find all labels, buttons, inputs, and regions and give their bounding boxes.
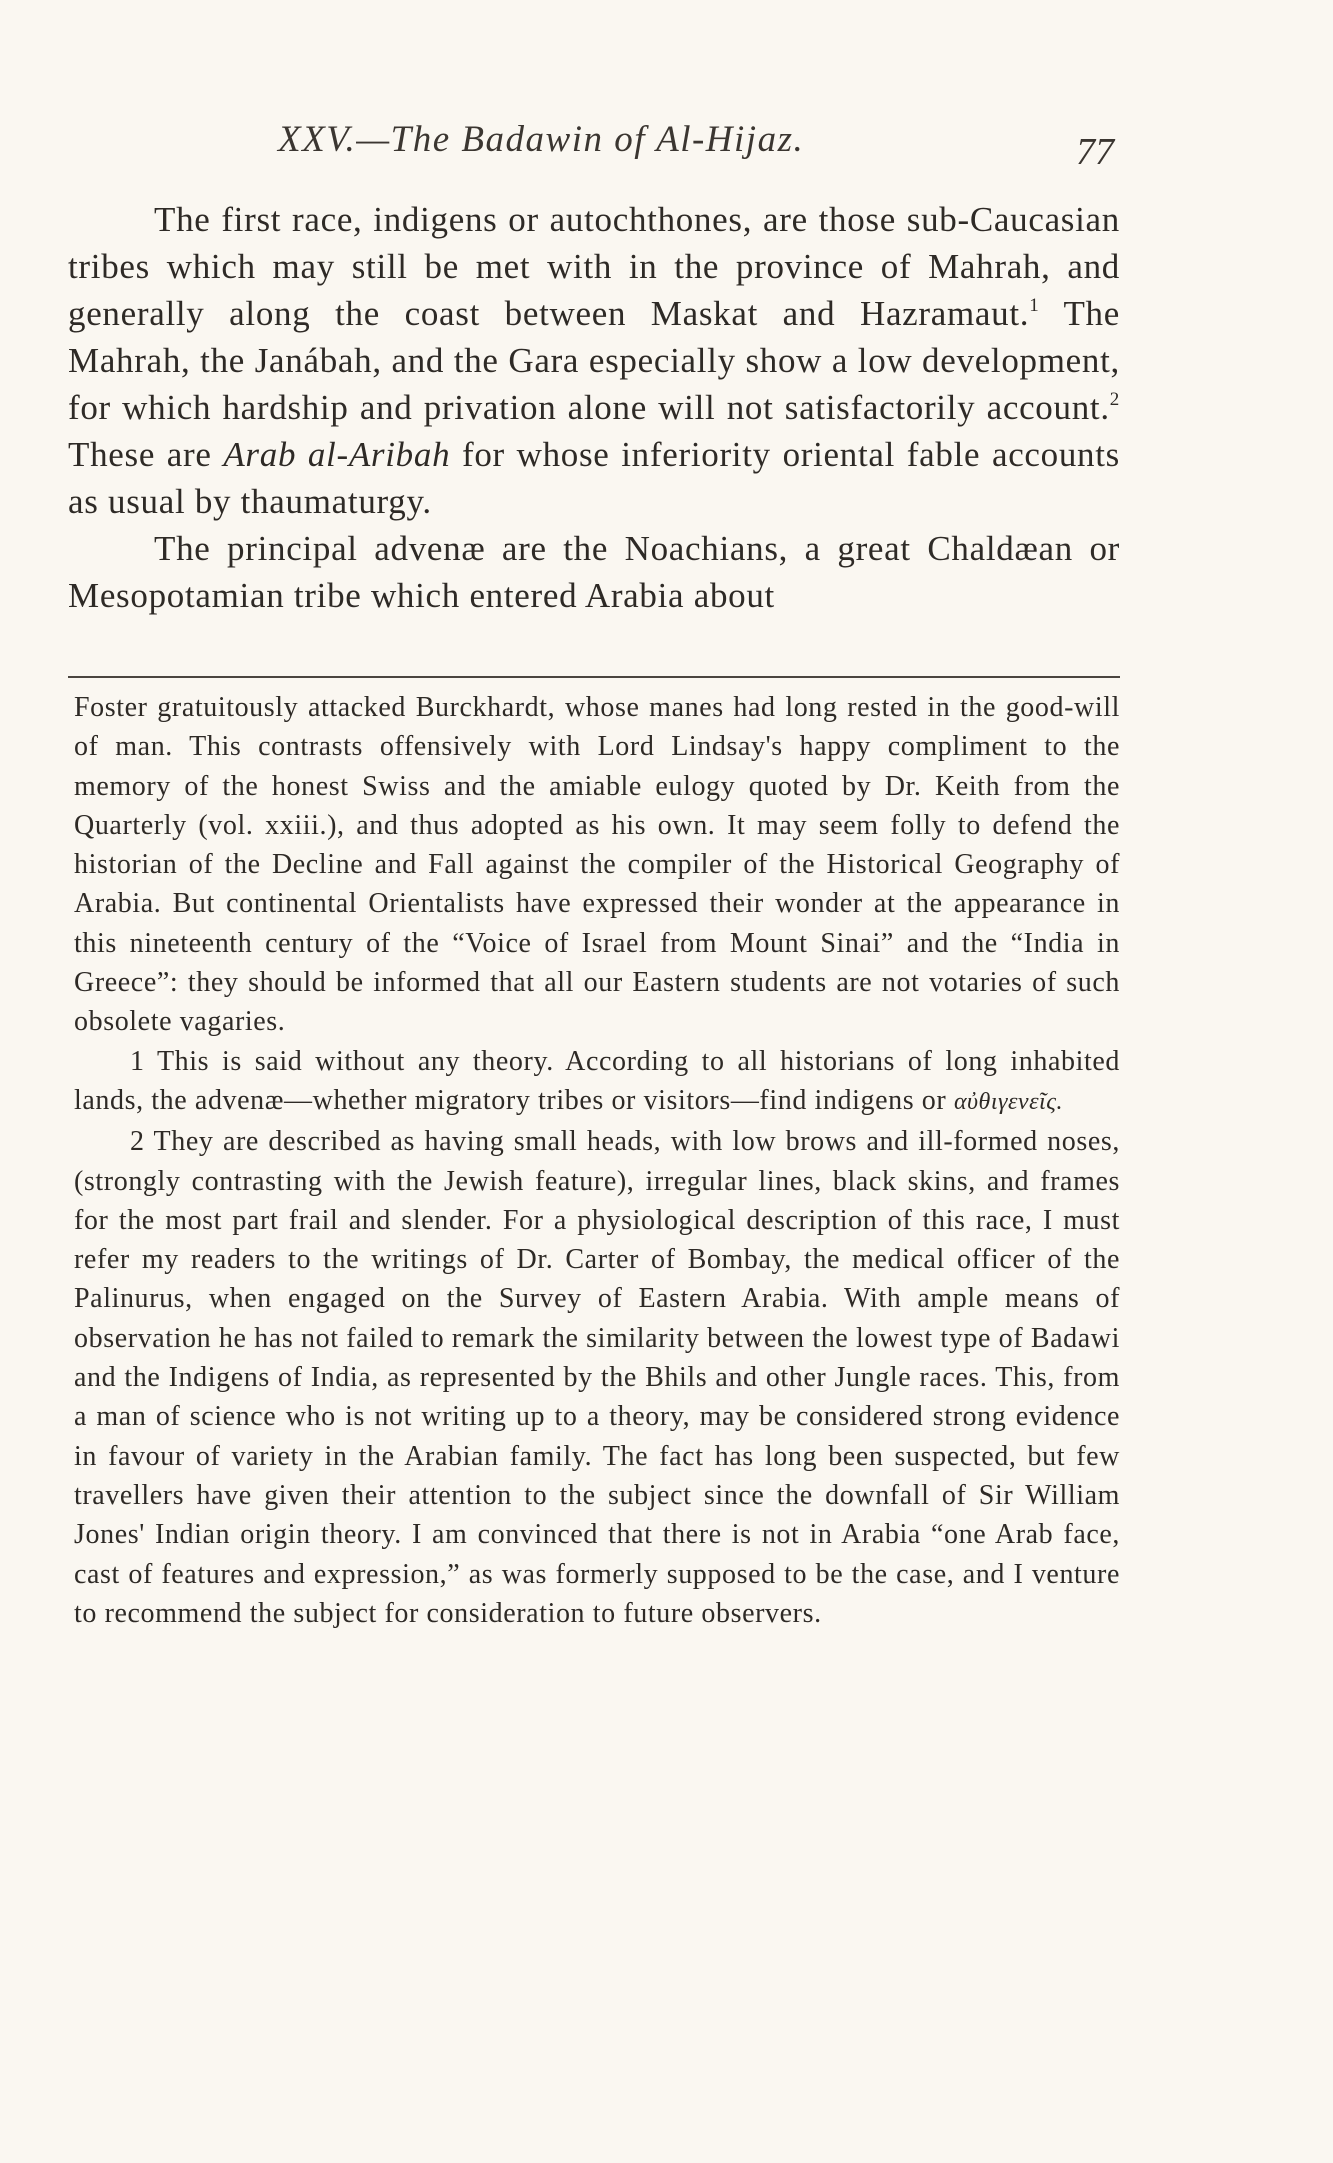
footnote-ref-1: 1 [1029, 295, 1040, 316]
page-number: 77 [1076, 131, 1114, 173]
footnotes [74, 688, 1120, 1633]
paragraph-principal-advenae: The principal advenæ are the Noachians, a great Chaldæan or Mesopotamian tribe which entered Arabia about [68, 529, 1120, 615]
main-text [68, 196, 1120, 619]
italic-term: Arab al-Aribah [223, 435, 451, 474]
footnote-2: 2 They are described as having small heads, with low brows and ill-formed noses, (strongly contrasting with the Jewish feature), irregular lines, black skins, and frames for the most part frail and slender. For a physiological description of this race, I must refer my readers to the writings of Dr. Carter of Bombay, the medical officer of the Palinurus, when engaged on the Survey of Eastern Arabia. With ample means of observation he has not failed to remark the similarity between the lowest type of Badawi and the Indigens of India, as represented by the Bhils and other Jungle races. This, from a man of science who is not writing up to a theory, may be considered strong evidence in favour of variety in the Arabian family. The fact has long been suspected, but few travellers have given their attention to the subject since the downfall of Sir William Jones' Indian origin theory. I am convinced that there is not in Arabia “one Arab face, cast of features and expression,” as was formerly supposed to be the case, and I venture to recommend the subject for consideration to future observers. [74, 1126, 1120, 1629]
paragraph-text: for whose inferiority oriental fable accounts as usual by thaumaturgy. [68, 435, 1121, 521]
paragraph-first-race [68, 196, 1120, 525]
footnote-separator [68, 676, 1120, 678]
paragraph-text: The Mahrah, the Janábah, and the Gara especially show a low development, for which hardship and privation alone will not satisfactorily account. [68, 294, 1120, 427]
footnote-1 [74, 1042, 1120, 1123]
running-head: XXV.—The Badawin of Al-Hijaz. [278, 119, 805, 160]
page-header [68, 118, 1120, 173]
greek-word: αὐθιγενεῖς. [953, 1088, 1063, 1115]
paragraph-text: The first race, indigens or autochthones, are those sub-Caucasian tribes which may still be met with in the province of Mahrah, and generally along the coast between Maskat and Hazramaut. [68, 200, 1120, 333]
footnote-ref-2: 2 [1109, 389, 1120, 410]
footnote-1-text: 1 This is said without any theory. According to all historians of long inhabited lands, the advenæ—whether migratory tribes or visitors—find indigens or [74, 1045, 1120, 1116]
footnote-continuation: Foster gratuitously attacked Burckhardt, whose manes had long rested in the good-will of man. This contrasts offensively with Lord Lindsay's happy compliment to the memory of the honest Swiss and the amiable eulogy quoted by Dr. Keith from the Quarterly (vol. xxiii.), and thus adopted as his own. It may seem folly to defend the historian of the Decline and Fall against the compiler of the Historical Geography of Arabia. But continental Orientalists have expressed their wonder at the appearance in this nineteenth century of the “Voice of Israel from Mount Sinai” and the “India in Greece”: they should be informed that all our Eastern students are not votaries of such obsolete vagaries. [74, 692, 1120, 1038]
paragraph-text: These are [68, 435, 224, 474]
